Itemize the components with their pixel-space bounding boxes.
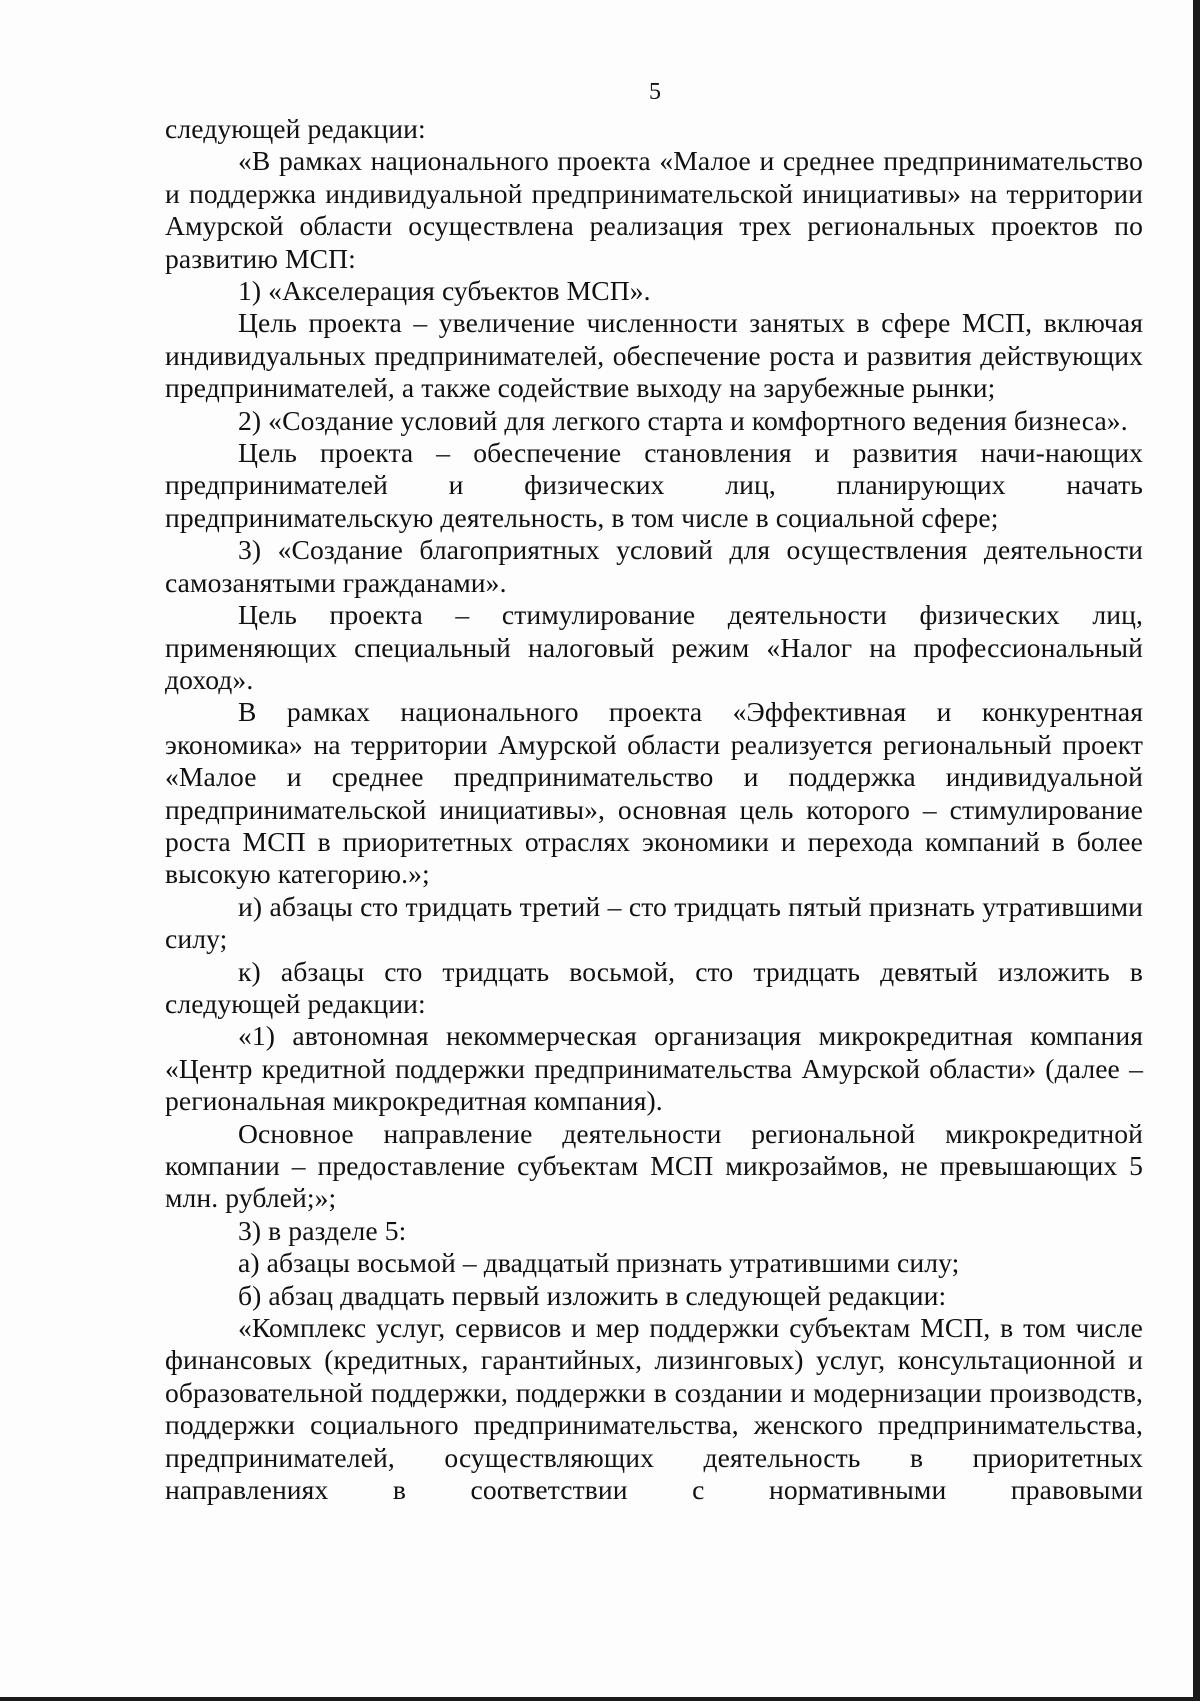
- paragraph-8: Цель проекта – стимулирование деятельности физических лиц, применяющих специальный налоговый режим «Налог на профессиональный доход».: [165, 599, 1143, 695]
- paragraph-4: Цель проекта – увеличение численности занятых в сфере МСП, включая индивидуальных предпринимателей, обеспечение роста и развития действующих предпринимателей, а также содействие выходу на зарубежные рынки;: [165, 307, 1143, 404]
- page-number: 5: [649, 79, 661, 105]
- paragraph-7: 3) «Создание благоприятных условий для осуществления деятельности самозанятыми гражданами».: [165, 534, 1143, 598]
- paragraph-17: «Комплекс услуг, сервисов и мер поддержки субъектам МСП, в том числе финансовых (кредитных, гарантийных, лизинговых) услуг, консультационной и образовательной поддержки, поддержки в создании и модернизации производств, поддержки социального предпринимательства, женского предпринимательства, предпринимателей, осуществляющих деятельность в приоритетных направлениях в соответствии с нормативными правовыми: [165, 1312, 1143, 1506]
- paragraph-9: В рамках национального проекта «Эффективная и конкурентная экономика» на территории Амурской области реализуется региональный проект «Малое и среднее предпринимательство и поддержка индивидуальной предпринимательской инициативы», основная цель которого – стимулирование роста МСП в приоритетных отраслях экономики и перехода компаний в более высокую категорию.»;: [165, 696, 1143, 890]
- scan-edge-bottom: [0, 1697, 1200, 1701]
- paragraph-3: 1) «Акселерация субъектов МСП».: [238, 275, 651, 307]
- paragraph-16: б) абзац двадцать первый изложить в следующей редакции:: [238, 1279, 947, 1311]
- paragraph-14: 3) в разделе 5:: [238, 1214, 407, 1246]
- document-body: [165, 113, 1143, 1506]
- paragraph-11: к) абзацы сто тридцать восьмой, сто тридцать девятый изложить в следующей редакции:: [165, 955, 1143, 1019]
- paragraph-10: и) абзацы сто тридцать третий – сто тридцать пятый признать утратившими силу;: [165, 890, 1143, 955]
- paragraph-15: а) абзацы восьмой – двадцатый признать утратившими силу;: [238, 1247, 960, 1279]
- paragraph-13: Основное направление деятельности региональной микрокредитной компании – предоставление субъектам МСП микрозаймов, не превышающих 5 млн. рублей;»;: [165, 1117, 1143, 1214]
- paragraph-12: «1) автономная некоммерческая организация микрокредитная компания «Центр кредитной поддержки предпринимательства Амурской области» (далее – региональная микрокредитная компания).: [165, 1020, 1143, 1117]
- paragraph-6: Цель проекта – обеспечение становления и развития начи-нающих предпринимателей и физических лиц, планирующих начать предпринимательскую деятельность, в том числе в социальной сфере;: [165, 437, 1143, 533]
- paragraph-2: «В рамках национального проекта «Малое и среднее предпринимательство и поддержка индивидуальной предпринимательской инициативы» на территории Амурской области осуществлена реализация трех региональных проектов по развитию МСП:: [165, 145, 1143, 274]
- paragraph-1: следующей редакции:: [165, 113, 426, 144]
- scan-edge-right: [1193, 0, 1200, 1701]
- paragraph-5: 2) «Создание условий для легкого старта и комфортного ведения бизнеса».: [238, 404, 1128, 436]
